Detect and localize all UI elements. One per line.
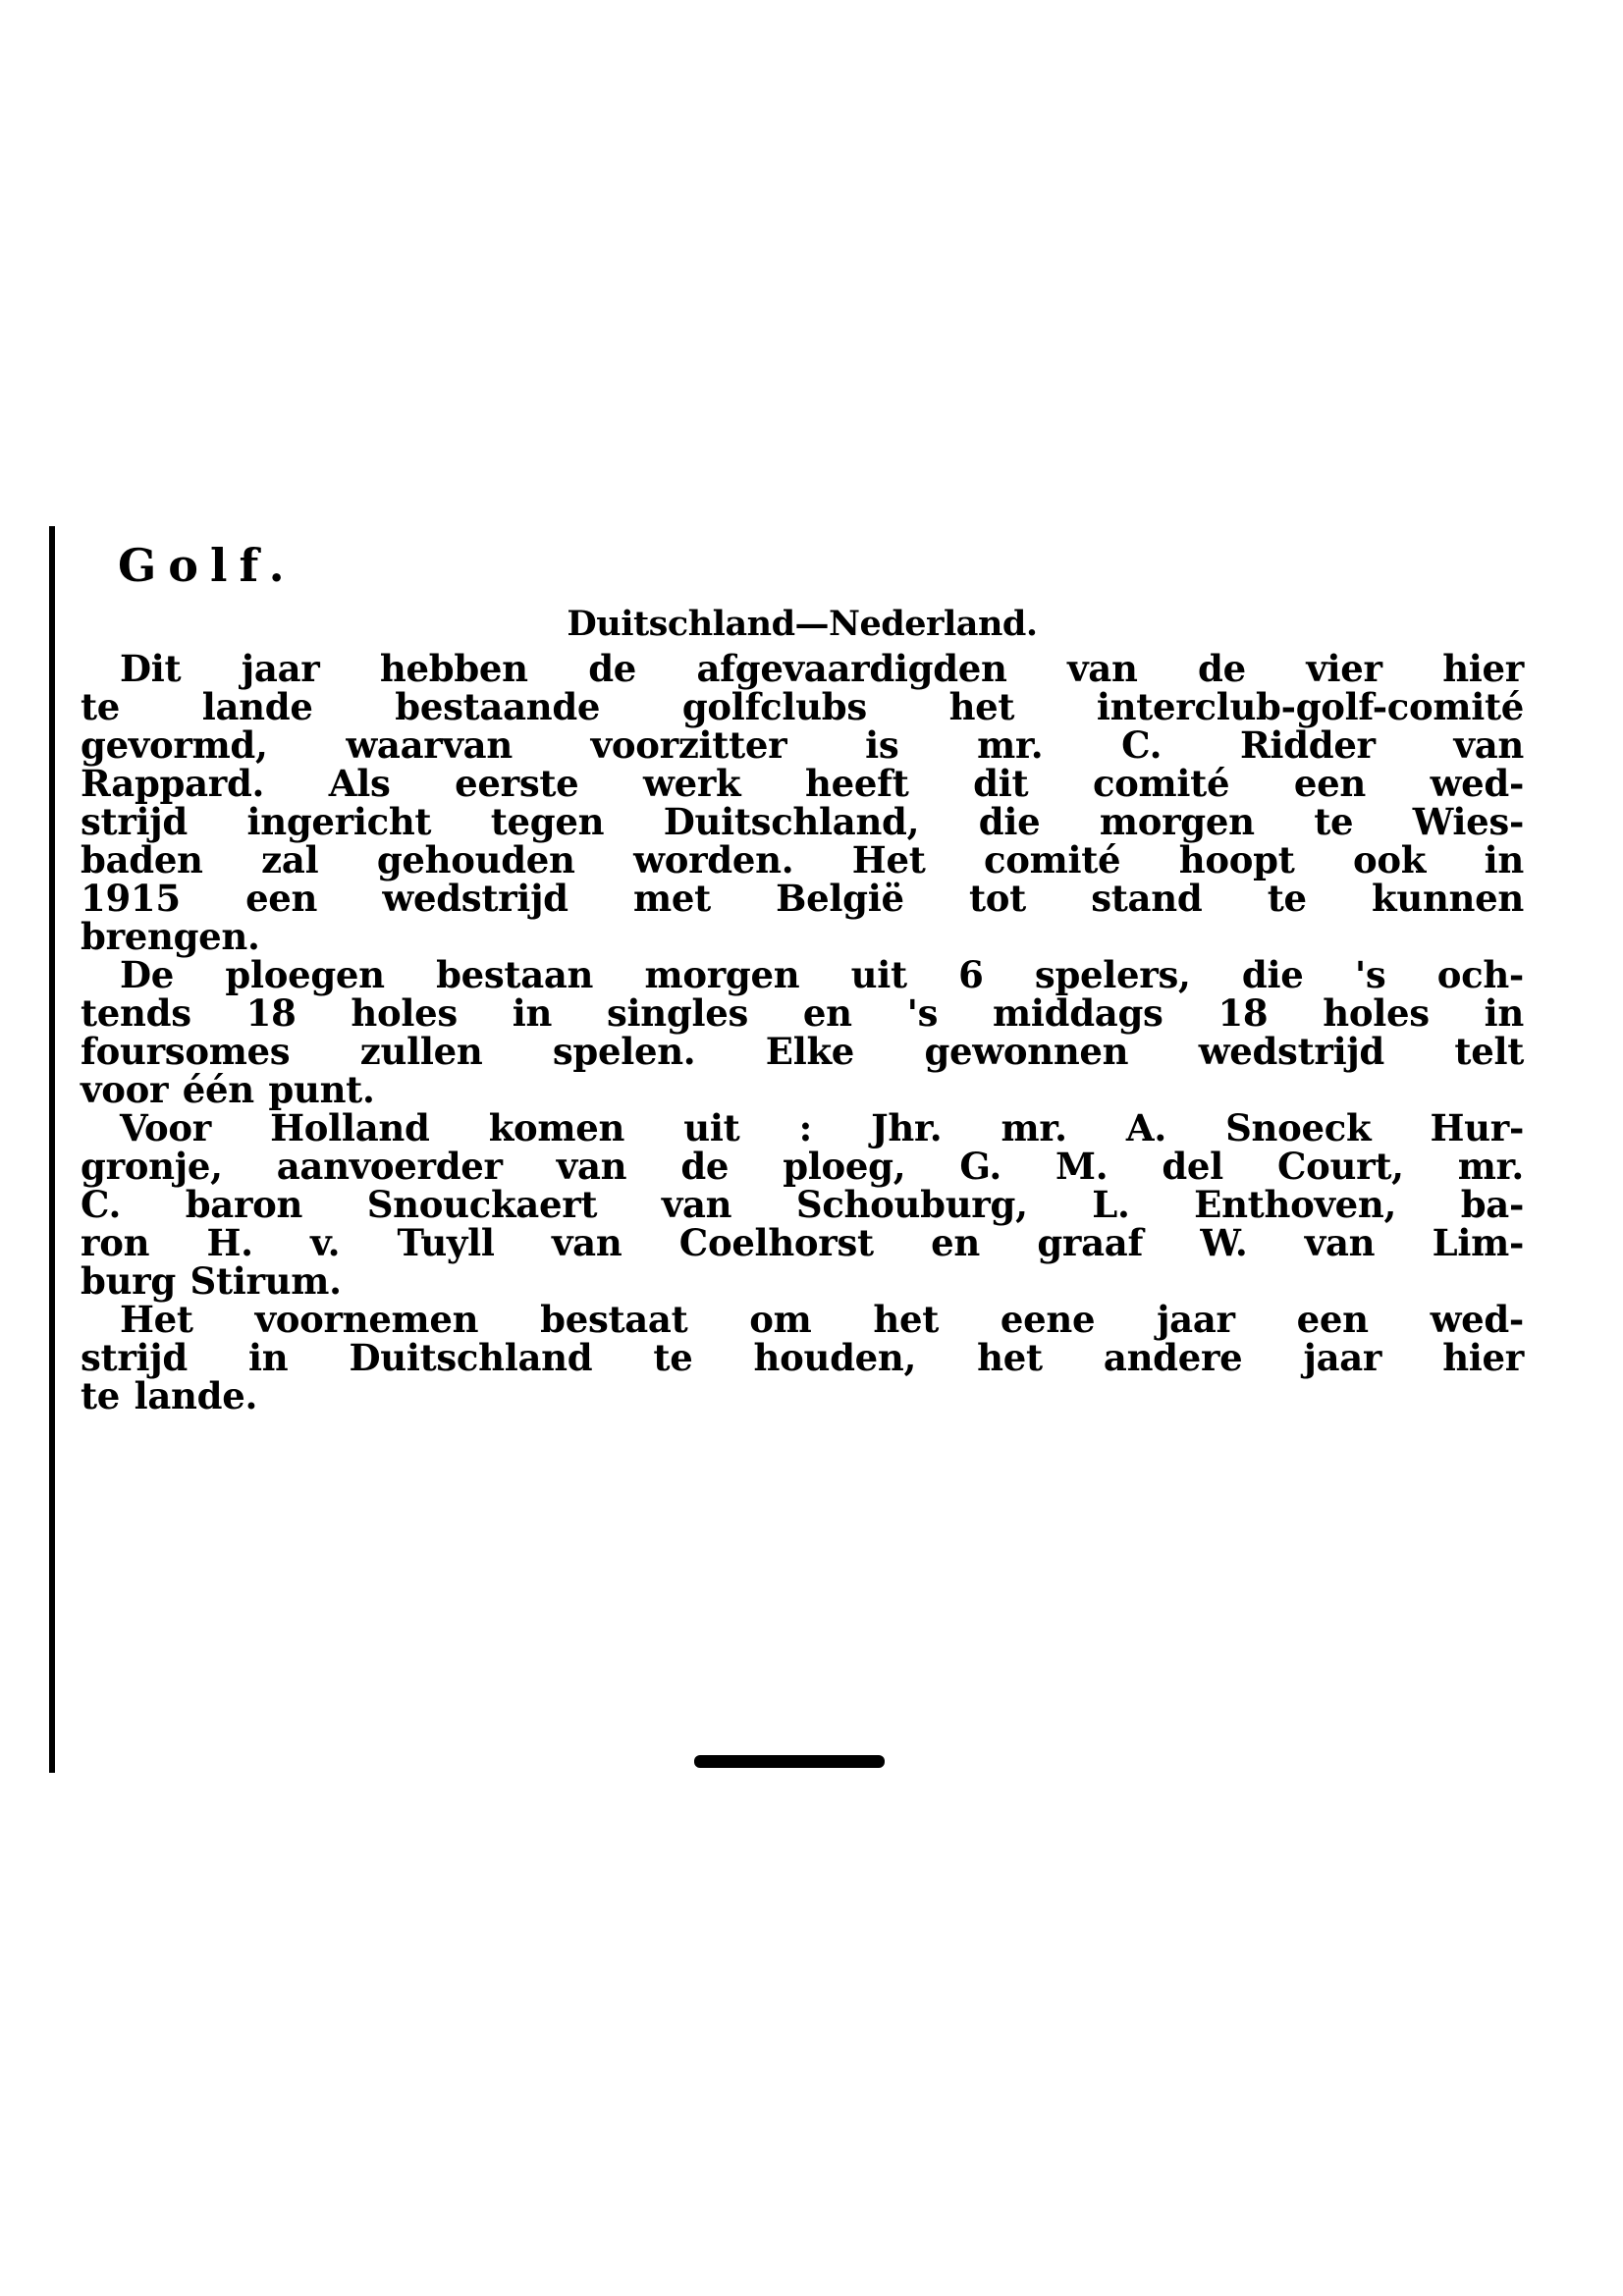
text-line: brengen. bbox=[81, 915, 260, 958]
text-line: baden zal gehouden worden. Het comité hoopt ook in bbox=[81, 838, 1524, 881]
text-line: burg Stirum. bbox=[81, 1259, 342, 1303]
text-line: te lande bestaande golfclubs het interclub-golf-comité bbox=[81, 685, 1524, 728]
text-line: gevormd, waarvan voorzitter is mr. C. Ridder van bbox=[81, 723, 1524, 767]
text-line: gronje, aanvoerder van de ploeg, G. M. del Court, mr. bbox=[81, 1145, 1524, 1188]
text-line: foursomes zullen spelen. Elke gewonnen wedstrijd telt bbox=[81, 1030, 1524, 1073]
text-line: 1915 een wedstrijd met België tot stand te kunnen bbox=[81, 877, 1524, 920]
paragraph-3 bbox=[81, 1106, 1524, 1303]
text-line: Het voornemen bestaat om het eene jaar een wed- bbox=[120, 1298, 1524, 1341]
article bbox=[81, 538, 1524, 1415]
text-line: Voor Holland komen uit : Jhr. mr. A. Snoeck Hur- bbox=[120, 1106, 1524, 1149]
section-title: Golf. bbox=[118, 539, 297, 592]
text-line: strijd in Duitschland te houden, het andere jaar hier bbox=[81, 1336, 1524, 1379]
text-line: tends 18 holes in singles en 's middags 18 holes in bbox=[81, 991, 1524, 1035]
column-rule bbox=[49, 526, 55, 1773]
paragraph-1 bbox=[81, 647, 1524, 958]
paragraph-4 bbox=[81, 1298, 1524, 1417]
text-line: voor één punt. bbox=[81, 1068, 375, 1111]
text-line: Rappard. Als eerste werk heeft dit comité een wed- bbox=[81, 762, 1524, 805]
text-line: Dit jaar hebben de afgevaardigden van de vier hier bbox=[120, 647, 1524, 690]
text-line: ron H. v. Tuyll van Coelhorst en graaf W. van Lim- bbox=[81, 1221, 1524, 1264]
text-line: De ploegen bestaan morgen uit 6 spelers, die 's och- bbox=[120, 953, 1524, 996]
paragraph-2 bbox=[81, 953, 1524, 1111]
text-line: C. baron Snouckaert van Schouburg, L. Enthoven, ba- bbox=[81, 1183, 1524, 1226]
article-end-rule bbox=[694, 1755, 885, 1768]
text-line: strijd ingericht tegen Duitschland, die morgen te Wies- bbox=[81, 800, 1524, 843]
article-headline: Duitschland—Nederland. bbox=[567, 604, 1038, 644]
text-line: te lande. bbox=[81, 1374, 258, 1417]
